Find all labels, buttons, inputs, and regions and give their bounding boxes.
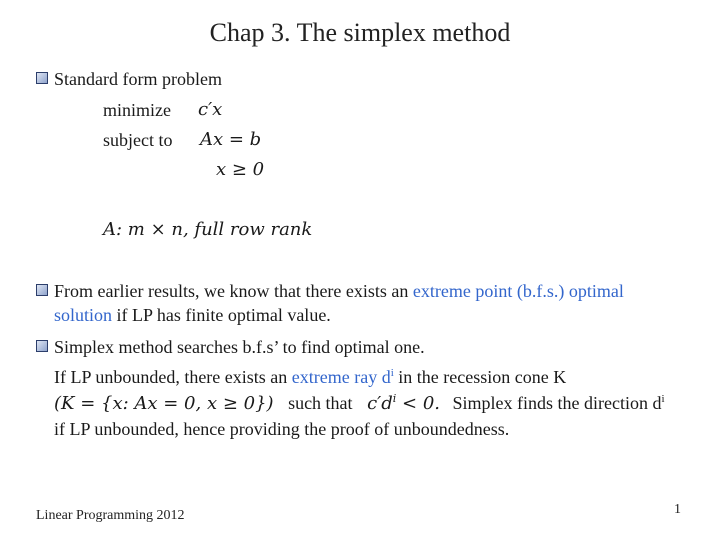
extreme-ray-highlight <box>292 367 394 387</box>
extreme-ray-text: extreme ray d <box>291 367 391 387</box>
section2-line2 <box>54 304 331 326</box>
section2-text-end: if LP has finite optimal value. <box>112 305 331 325</box>
minimize-label: minimize <box>103 100 171 120</box>
solution-highlight: solution <box>54 305 113 325</box>
recession-cone-text: in the recession cone K <box>393 367 567 387</box>
bullet-icon <box>36 340 48 352</box>
slide-title: Chap 3. The simplex method <box>209 18 511 47</box>
section3-line3 <box>54 392 665 415</box>
footer-text: Linear Programming 2012 <box>36 508 185 523</box>
nonnegativity-constraint: x ≥ 0 <box>216 159 265 180</box>
matrix-rank-note: A: m × n, full row rank <box>103 219 313 240</box>
cd-text: c′d <box>367 393 393 414</box>
superscript-i: i <box>392 392 397 405</box>
superscript-i: i <box>661 393 665 405</box>
extreme-point-highlight: extreme point (b.f.s.) optimal <box>412 281 624 301</box>
subject-to-label: subject to <box>103 130 173 150</box>
bullet-icon <box>36 284 48 296</box>
objective-expression: c′x <box>198 99 223 120</box>
section2-line1 <box>54 280 624 302</box>
section3-line2 <box>54 366 566 388</box>
such-that-text: such that <box>288 393 353 413</box>
cone-definition: (K = {x: Ax = 0, x ≥ 0}) <box>54 393 274 414</box>
simplex-direction-text <box>453 393 665 413</box>
unbounded-text: If LP unbounded, there exists an <box>54 367 292 387</box>
section1-heading: Standard form problem <box>54 69 222 89</box>
lt-zero-text: < 0. <box>396 393 440 414</box>
superscript-i: i <box>390 367 394 379</box>
section3-line4: if LP unbounded, hence providing the proof of unboundedness. <box>54 419 510 439</box>
section2-text: From earlier results, we know that there exists an <box>54 281 413 301</box>
section3-line1: Simplex method searches b.f.s’ to find optimal one. <box>54 337 425 357</box>
condition-expression <box>367 393 440 414</box>
page-number: 1 <box>674 502 681 517</box>
equality-constraint: Ax = b <box>200 129 262 150</box>
direction-text: Simplex finds the direction d <box>452 393 662 413</box>
bullet-icon <box>36 72 48 84</box>
